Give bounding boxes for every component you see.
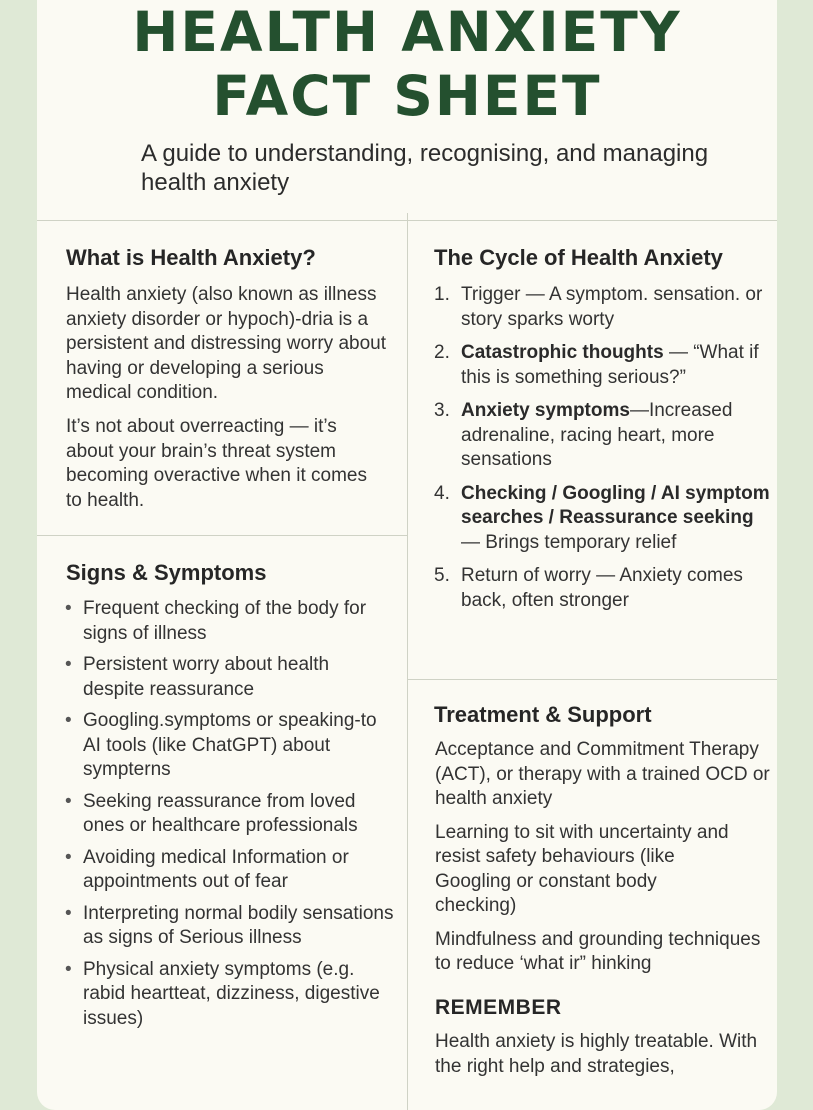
right-section-divider <box>407 679 777 680</box>
bullet-icon: • <box>65 598 72 619</box>
cycle-step <box>434 482 774 556</box>
signs-item-text: Avoiding medical Information or appointments out of fear <box>83 846 349 892</box>
signs-item-text: Persistent worry about health despite reassurance <box>83 654 330 700</box>
step-number: 5. <box>434 565 450 586</box>
bullet-icon: • <box>65 790 72 812</box>
step-bold-text: Checking / Googling / AI symptom searches / Reassurance seeking <box>461 482 770 528</box>
list-item <box>65 846 395 895</box>
cycle-step <box>434 283 774 332</box>
list-item <box>65 790 395 839</box>
step-text: Trigger — A symptom. sensation. or story sparks worty <box>461 284 763 330</box>
treatment-title: Treatment & Support <box>434 702 652 727</box>
list-item <box>65 597 395 646</box>
list-item <box>65 958 395 1032</box>
remember-title: REMEMBER <box>435 996 562 1019</box>
signs-item-text: Interpreting normal bodily sensations as signs of Serious illness <box>83 902 394 948</box>
what-is-paragraph-1: Health anxiety (also known as illness anxiety disorder or hypoch)-dria is a persistent and distressing worry about having or developing a serious medical condition. <box>66 284 386 403</box>
signs-title: Signs & Symptoms <box>66 560 267 585</box>
cycle-step <box>434 341 774 390</box>
signs-list <box>65 597 395 1038</box>
step-number: 1. <box>434 284 450 305</box>
column-divider <box>407 213 408 1110</box>
bullet-icon: • <box>65 846 72 868</box>
step-text: — “What if this is something serious?” <box>461 342 759 388</box>
signs-item-text: Seeking reassurance from loved ones or healthcare professionals <box>83 790 358 836</box>
cycle-title: The Cycle of Health Anxiety <box>434 245 723 270</box>
left-section-divider <box>37 535 407 536</box>
step-number: 4. <box>434 482 450 504</box>
bullet-icon: • <box>65 902 72 924</box>
step-text: —Increased adrenaline, racing heart, more sensations <box>461 400 733 470</box>
bullet-icon: • <box>65 958 72 980</box>
cycle-steps <box>434 283 774 622</box>
step-bold-text: Anxiety symptoms <box>461 400 630 421</box>
cycle-step <box>434 564 774 613</box>
subtitle: A guide to understanding, recognising, and managing health anxiety <box>141 140 709 196</box>
bullet-icon: • <box>65 710 72 731</box>
what-is-title: What is Health Anxiety? <box>66 245 316 270</box>
treatment-paragraph-2: Learning to sit with uncertainty and resist safety behaviours (like Googling or constant body checking) <box>435 821 729 916</box>
list-item <box>65 902 395 951</box>
title-line-1: HEALTH ANXIETY <box>132 0 682 64</box>
remember-text: Health anxiety is highly treatable. With the right help and strategies, <box>435 1031 758 1077</box>
signs-item-text: Googling.symptoms or speaking-to AI tools (like ChatGPT) about sympterns <box>83 710 377 780</box>
treatment-content <box>435 738 770 986</box>
bullet-icon: • <box>65 654 72 675</box>
step-text: — Brings temporary relief <box>461 531 677 553</box>
step-bold-text: Catastrophic thoughts <box>461 342 664 363</box>
treatment-paragraph-3: Mindfulness and grounding techniques to reduce ‘what ir” hinking <box>435 928 761 974</box>
title-line-2: FACT SHEET <box>212 64 602 128</box>
what-is-paragraph-2: It’s not about overreacting — it’s about your brain’s threat system becoming overactive when it comes to health. <box>66 416 367 511</box>
list-item <box>65 709 395 783</box>
step-text: Return of worry — Anxiety comes back, often stronger <box>461 565 743 611</box>
signs-item-text: Physical anxiety symptoms (e.g. rabid heartteat, dizziness, digestive issues) <box>83 958 380 1029</box>
cycle-step <box>434 399 774 473</box>
treatment-paragraph-1: Acceptance and Commitment Therapy (ACT), or therapy with a trained OCD or health anxiety <box>435 739 770 809</box>
list-item <box>65 653 395 702</box>
signs-item-text: Frequent checking of the body for signs of illness <box>83 598 367 644</box>
step-number: 3. <box>434 400 450 421</box>
fact-sheet <box>37 0 777 1110</box>
step-number: 2. <box>434 342 450 363</box>
